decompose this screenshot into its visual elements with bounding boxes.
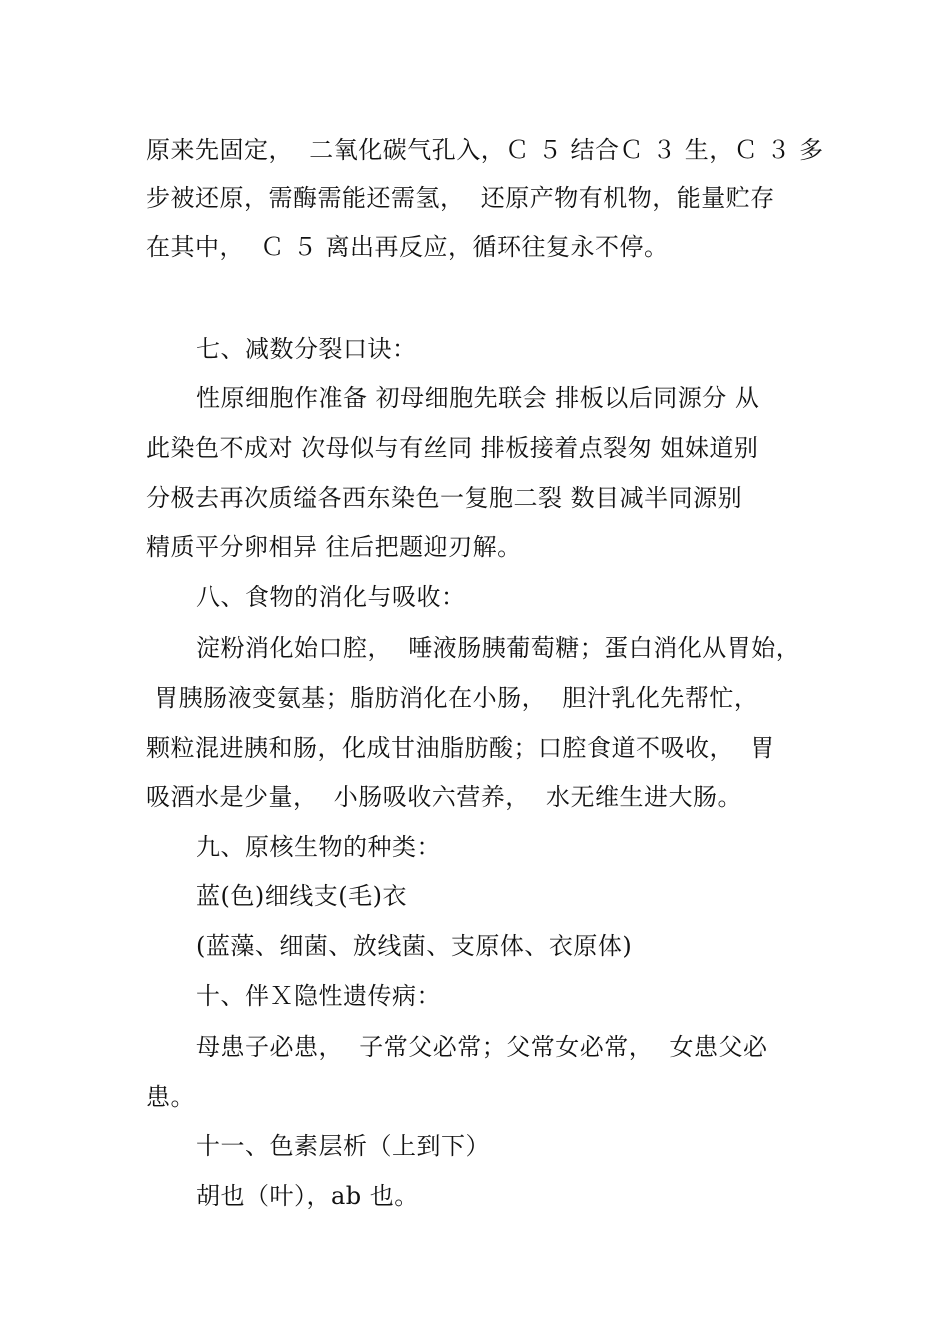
text-line: 精质平分卵相异 往后把题迎刃解。 bbox=[146, 533, 522, 561]
section-heading: 七、减数分裂口诀： bbox=[196, 335, 417, 363]
section-heading: 十、伴Ｘ隐性遗传病： bbox=[196, 982, 441, 1010]
section-heading: 十一、色素层析（上到下） bbox=[196, 1132, 490, 1160]
text-line: 蓝(色)细线支(毛)衣 bbox=[196, 882, 407, 910]
text-line: 性原细胞作准备 初母细胞先联会 排板以后同源分 从 bbox=[196, 384, 760, 412]
text-line: 吸酒水是少量， 小肠吸收六营养， 水无维生进大肠。 bbox=[146, 783, 743, 811]
text-line: 此染色不成对 次母似与有丝同 排板接着点裂匆 姐妹道别 bbox=[146, 434, 759, 462]
text-line: 患。 bbox=[146, 1083, 195, 1111]
section-heading: 八、食物的消化与吸收： bbox=[196, 583, 466, 611]
text-line: 步被还原，需酶需能还需氢， 还原产物有机物，能量贮存 bbox=[146, 184, 775, 212]
text-line: 在其中， Ｃ ５ 离出再反应，循环往复永不停。 bbox=[146, 233, 669, 261]
section-heading: 九、原核生物的种类： bbox=[196, 833, 441, 861]
text-line: 原来先固定， 二氧化碳气孔入，Ｃ ５ 结合Ｃ ３ 生，Ｃ ３ 多 bbox=[146, 136, 824, 164]
text-line: 淀粉消化始口腔， 唾液肠胰葡萄糖；蛋白消化从胃始， bbox=[196, 634, 801, 662]
text-line: 分极去再次质缢各西东染色一复胞二裂 数目减半同源别 bbox=[146, 484, 743, 512]
text-line: 胃胰肠液变氨基；脂肪消化在小肠， 胆汁乳化先帮忙， bbox=[146, 684, 759, 712]
text-line: (蓝藻、细菌、放线菌、支原体、衣原体) bbox=[196, 932, 633, 960]
text-line: 胡也（叶），ab 也。 bbox=[196, 1182, 419, 1210]
text-line: 母患子必患， 子常父必常；父常女必常， 女患父必 bbox=[196, 1033, 768, 1061]
text-line: 颗粒混进胰和肠，化成甘油脂肪酸；口腔食道不吸收， 胃 bbox=[146, 734, 775, 762]
